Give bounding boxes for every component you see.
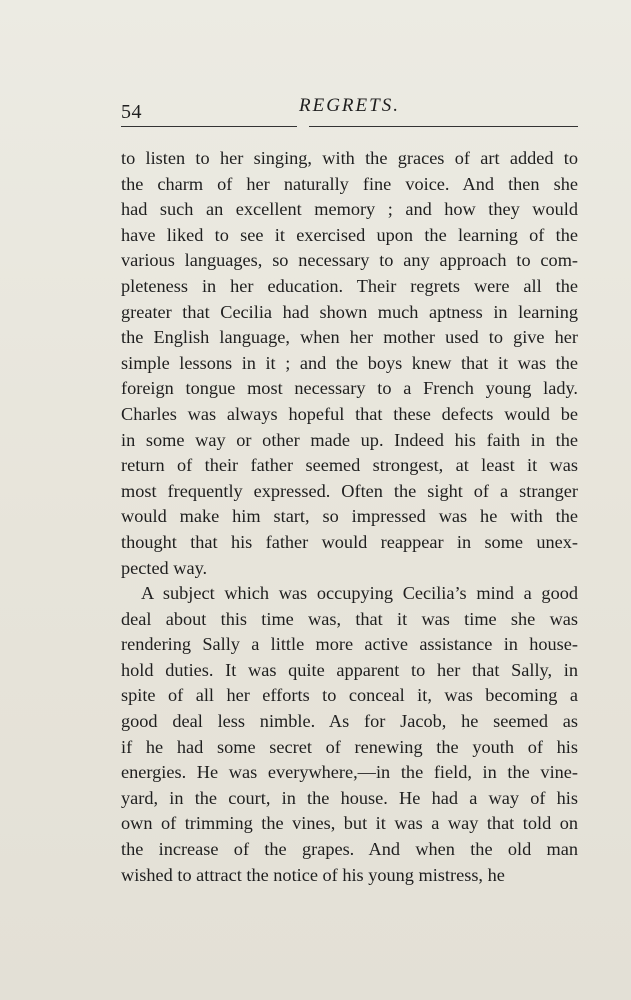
text-line: to listen to her singing, with the graces of art added to <box>121 148 578 168</box>
text-line: yard, in the court, in the house. He had a way of his <box>121 787 578 808</box>
page-number: 54 <box>121 101 142 123</box>
text-line: deal about this time was, that it was time she was <box>121 608 578 629</box>
text-line: rendering Sally a little more active assistance in house- <box>121 634 578 655</box>
text-line: spite of all her efforts to conceal it, was becoming a <box>121 685 578 706</box>
body-text <box>121 146 578 888</box>
text-line: most frequently expressed. Often the sight of a stranger <box>121 480 578 501</box>
running-title: REGRETS. <box>299 95 400 116</box>
text-line: the English language, when her mother used to give her <box>121 327 578 348</box>
text-line: return of their father seemed strongest, at least it was <box>121 455 578 476</box>
text-line: A subject which was occupying Cecilia’s mind a good <box>141 583 578 604</box>
text-line: have liked to see it exercised upon the learning of the <box>121 224 578 245</box>
text-line: simple lessons in it ; and the boys knew that it was the <box>121 352 578 373</box>
text-line: had such an excellent memory ; and how they would <box>121 199 578 220</box>
text-line: pected way. <box>121 557 208 578</box>
text-line: wished to attract the notice of his young mistress, he <box>121 864 505 885</box>
text-line: the charm of her naturally fine voice. And then she <box>121 173 578 194</box>
text-line: various languages, so necessary to any approach to com- <box>121 250 578 271</box>
text-line: foreign tongue most necessary to a French young lady. <box>121 378 578 399</box>
text-line: hold duties. It was quite apparent to her that Sally, in <box>121 659 578 680</box>
text-line: thought that his father would reappear in some unex- <box>121 531 578 552</box>
header-rule-right <box>309 126 578 127</box>
text-line: greater that Cecilia had shown much aptness in learning <box>121 301 578 322</box>
text-line: good deal less nimble. As for Jacob, he seemed as <box>121 711 578 732</box>
text-line: pleteness in her education. Their regrets were all the <box>121 275 578 296</box>
header-rule-left <box>121 126 297 127</box>
text-line: energies. He was everywhere,—in the field, in the vine- <box>121 762 578 783</box>
text-line: would make him start, so impressed was he with the <box>121 506 578 527</box>
text-line: Charles was always hopeful that these defects would be <box>121 403 578 424</box>
text-line: own of trimming the vines, but it was a way that told on <box>121 813 578 834</box>
text-line: the increase of the grapes. And when the old man <box>121 839 578 860</box>
page-header <box>121 89 578 129</box>
text-line: in some way or other made up. Indeed his faith in the <box>121 429 578 450</box>
text-line: if he had some secret of renewing the youth of his <box>121 736 578 757</box>
